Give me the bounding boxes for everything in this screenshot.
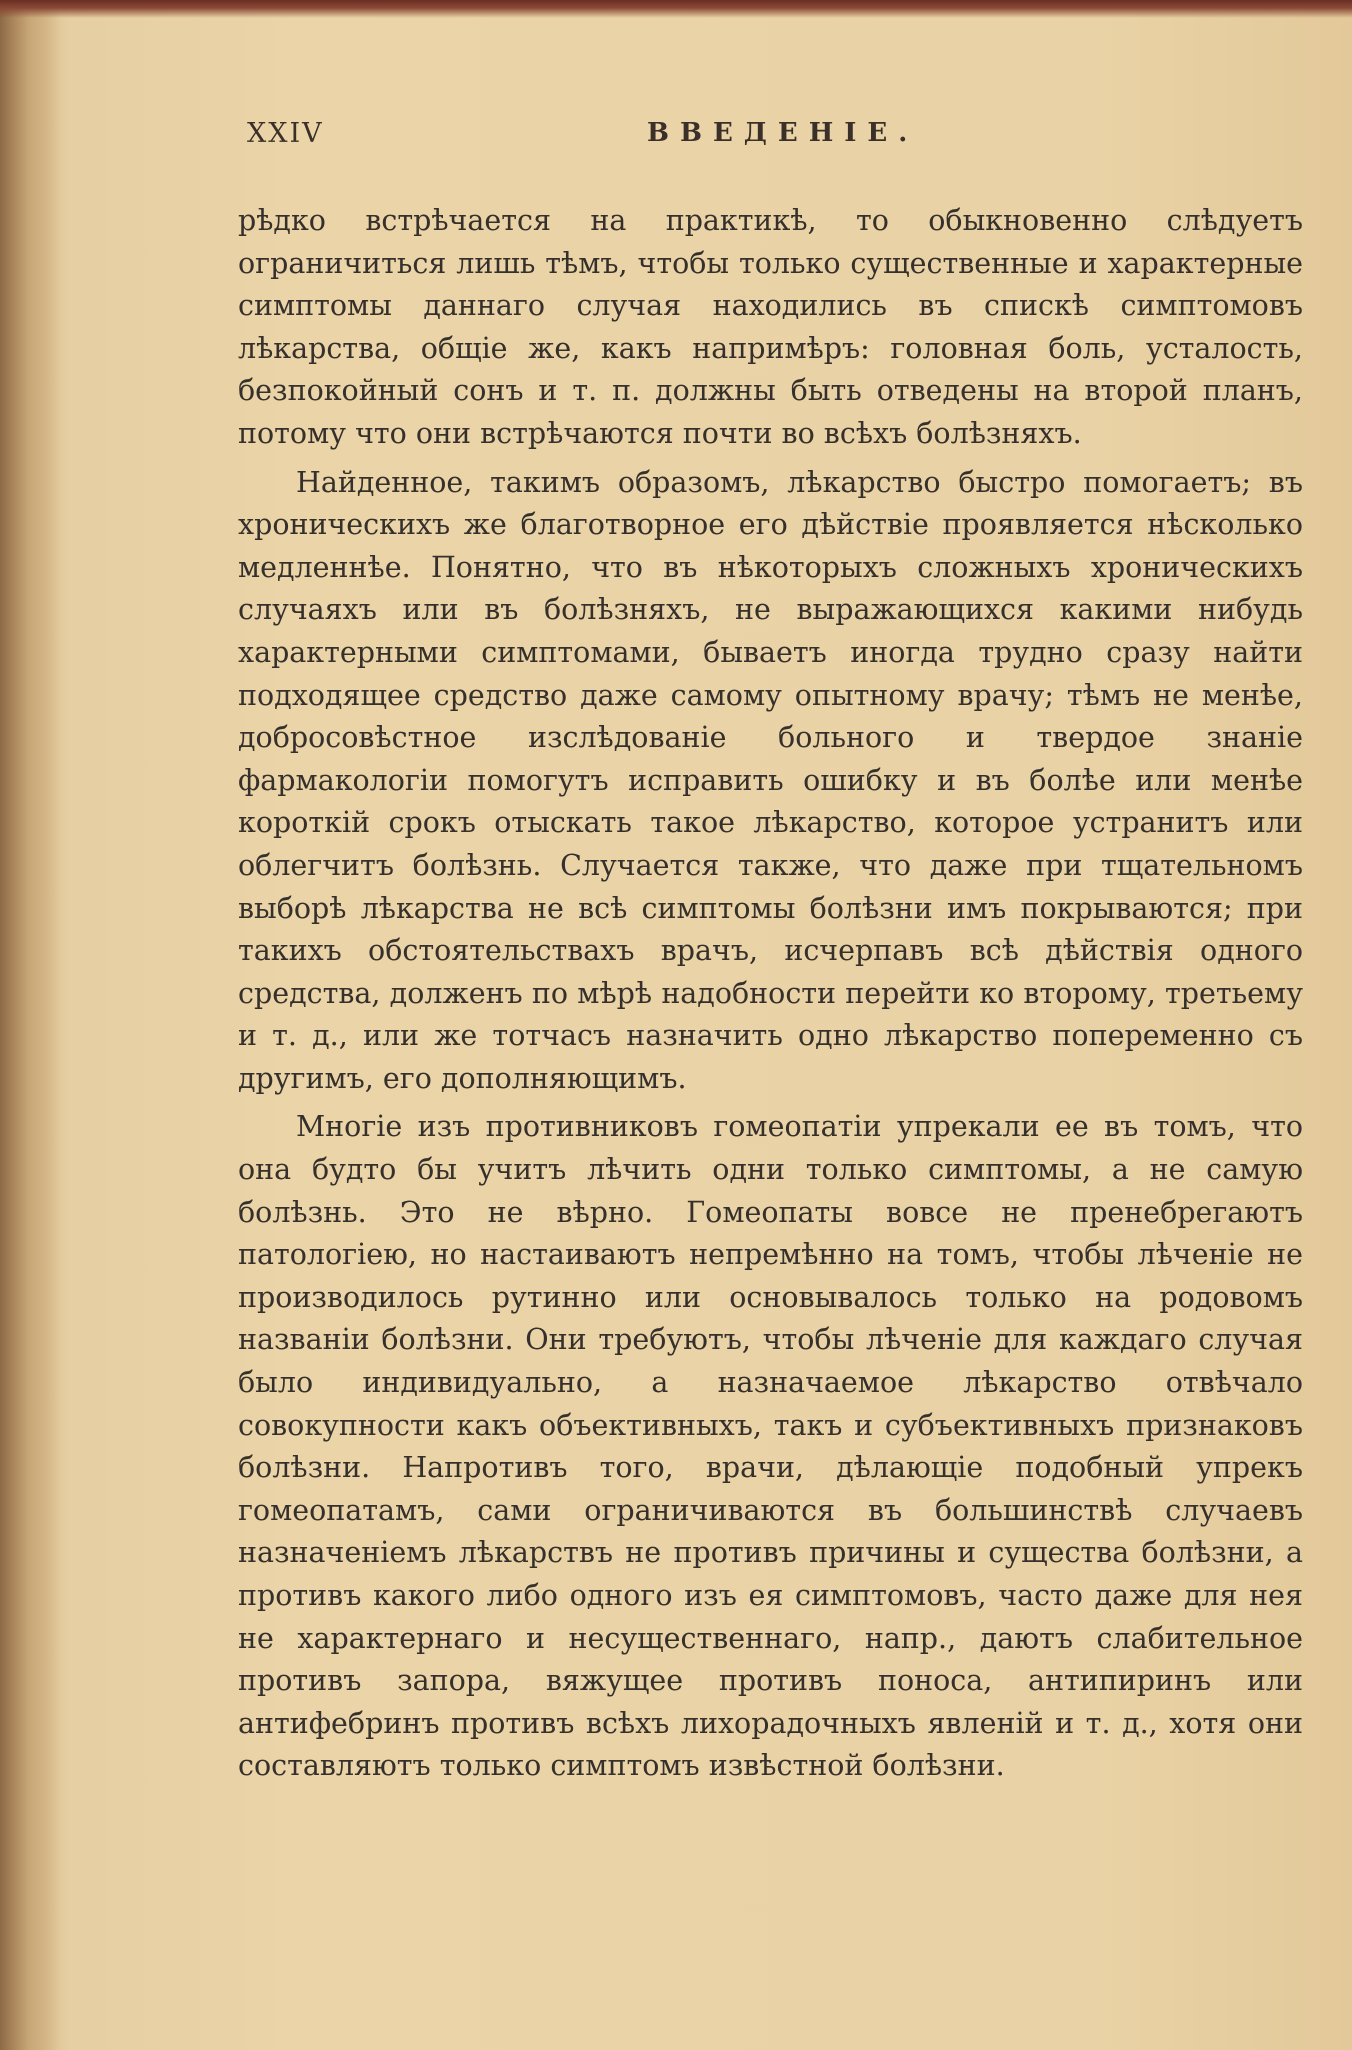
body-text xyxy=(238,200,1303,1788)
paragraph: Найденное, такимъ образомъ, лѣкарство быстро помогаетъ; въ хроническихъ же благотворное его дѣйствіе проявляется нѣсколько медленнѣе. Понятно, что въ нѣкоторыхъ сложныхъ хроническихъ случаяхъ или въ болѣзняхъ, не выражающихся какими нибудь характерными симптомами, бываетъ иногда трудно сразу найти подходящее средство даже самому опытному врачу; тѣмъ не менѣе, добросовѣстное изслѣдованіе больного и твердое знаніе фармакологіи помогутъ исправить ошибку и въ болѣе или менѣе короткій срокъ отыскать такое лѣкарство, которое устранитъ или облегчитъ болѣзнь. Случается также, что даже при тщательномъ выборѣ лѣкарства не всѣ симптомы болѣзни имъ покрываются; при такихъ обстоятельствахъ врачъ, исчерпавъ всѣ дѣйствія одного средства, долженъ по мѣрѣ надобности перейти ко второму, третьему и т. д., или же тотчасъ назначить одно лѣкарство попеременно съ другимъ, его дополняющимъ. xyxy=(238,465,1303,1095)
page-header xyxy=(247,118,1287,168)
book-spine-shadow xyxy=(0,0,60,2050)
cover-edge xyxy=(0,0,1352,18)
paragraph: Многіе изъ противниковъ гомеопатіи упрекали ее въ томъ, что она будто бы учитъ лѣчить одни только симптомы, а не самую болѣзнь. Это не вѣрно. Гомеопаты вовсе не пренебрегаютъ патологіею, но настаиваютъ непремѣнно на томъ, чтобы лѣченіе не производилось рутинно или основывалось только на родовомъ названіи болѣзни. Они требуютъ, чтобы лѣченіе для каждаго случая было индивидуально, а назначаемое лѣкарство отвѣчало совокупности какъ объективныхъ, такъ и субъективныхъ признаковъ болѣзни. Напротивъ того, врачи, дѣлающіе подобный упрекъ гомеопатамъ, сами ограничиваются въ большинствѣ случаевъ назначеніемъ лѣкарствъ не противъ причины и существа болѣзни, а противъ какого либо одного изъ ея симптомовъ, часто даже для нея не характернаго и несущественнаго, напр., даютъ слабительное противъ запора, вяжущее противъ поноса, антипиринъ или антифебринъ противъ всѣхъ лихорадочныхъ явленій и т. д., хотя они составляютъ только симптомъ извѣстной болѣзни. xyxy=(238,1110,1303,1783)
page-number: XXIV xyxy=(247,118,324,149)
paragraph-continued: рѣдко встрѣчается на практикѣ, то обыкновенно слѣдуетъ ограничиться лишь тѣмъ, чтобы только существенные и характерные симптомы даннаго случая находились въ спискѣ симптомовъ лѣкарства, общіе же, какъ напримѣръ: головная боль, усталость, безпокойный сонъ и т. п. должны быть отведены на второй планъ, потому что они встрѣчаются почти во всѣхъ болѣзняхъ. xyxy=(238,204,1303,450)
running-title: ВВЕДЕНІЕ. xyxy=(647,118,919,148)
